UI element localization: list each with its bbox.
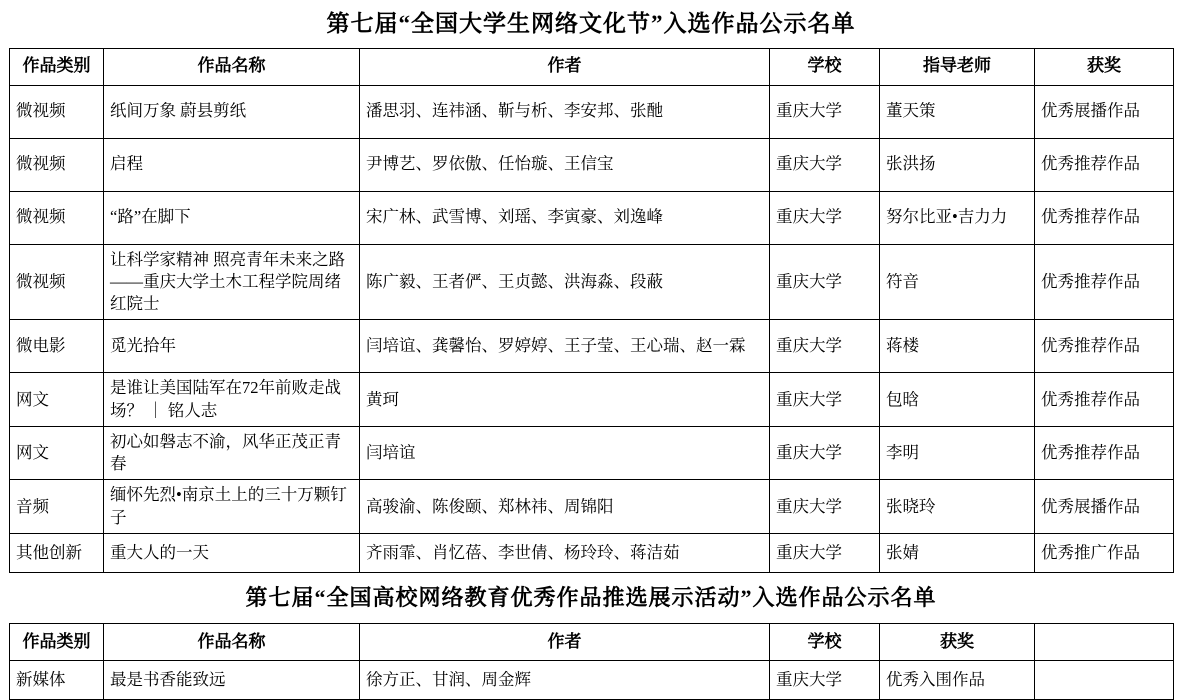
table-row: [10, 661, 1174, 700]
cell-work: 纸间万象 蔚县剪纸: [104, 85, 360, 138]
table-row: [10, 373, 1174, 427]
cell-school: 重庆大学: [770, 320, 880, 373]
col-header-category: 作品类别: [10, 624, 104, 661]
col-header-work: 作品名称: [104, 624, 360, 661]
table-row: [10, 138, 1174, 191]
cell-teacher: 蒋楼: [880, 320, 1035, 373]
section2-table: [9, 623, 1174, 700]
cell-teacher: 符音: [880, 244, 1035, 320]
col-header-category: 作品类别: [10, 48, 104, 85]
cell-award: 优秀入围作品: [880, 661, 1035, 700]
table-row: [10, 85, 1174, 138]
cell-authors: 齐雨霏、肖忆蓓、李世倩、杨玲玲、蒋洁茹: [360, 533, 770, 572]
cell-category: 网文: [10, 426, 104, 480]
cell-award: 优秀推荐作品: [1035, 244, 1174, 320]
table-row: [10, 191, 1174, 244]
cell-category: 微视频: [10, 85, 104, 138]
cell-teacher: 张婧: [880, 533, 1035, 572]
cell-authors: 潘思羽、连祎涵、靳与析、李安邦、张酏: [360, 85, 770, 138]
cell-authors: 黄珂: [360, 373, 770, 427]
table-header-row: [10, 48, 1174, 85]
section1-title: 第七届“全国大学生网络文化节”入选作品公示名单: [326, 11, 856, 36]
section1-table: [9, 48, 1174, 573]
cell-award: 优秀展播作品: [1035, 480, 1174, 534]
cell-work: 缅怀先烈•南京土上的三十万颗钉子: [104, 480, 360, 534]
cell-authors: 闫培谊、龚馨怡、罗婷婷、王子莹、王心瑞、赵一霖: [360, 320, 770, 373]
cell-school: 重庆大学: [770, 138, 880, 191]
table-row: [10, 426, 1174, 480]
cell-teacher: 努尔比亚•吉力力: [880, 191, 1035, 244]
col-header-empty: [1035, 624, 1174, 661]
cell-award: 优秀推荐作品: [1035, 138, 1174, 191]
cell-teacher: 李明: [880, 426, 1035, 480]
col-header-authors: 作者: [360, 624, 770, 661]
cell-school: 重庆大学: [770, 661, 880, 700]
cell-award: 优秀推广作品: [1035, 533, 1174, 572]
table-row: [10, 533, 1174, 572]
col-header-award: 获奖: [880, 624, 1035, 661]
cell-work: 让科学家精神 照亮青年未来之路——重庆大学土木工程学院周绪红院士: [104, 244, 360, 320]
table-header-row: [10, 624, 1174, 661]
cell-category: 音频: [10, 480, 104, 534]
cell-category: 其他创新: [10, 533, 104, 572]
cell-category: 新媒体: [10, 661, 104, 700]
cell-award: 优秀推荐作品: [1035, 320, 1174, 373]
cell-school: 重庆大学: [770, 533, 880, 572]
cell-category: 微视频: [10, 138, 104, 191]
cell-school: 重庆大学: [770, 85, 880, 138]
cell-school: 重庆大学: [770, 373, 880, 427]
cell-authors: 徐方正、甘润、周金辉: [360, 661, 770, 700]
cell-award: 优秀推荐作品: [1035, 191, 1174, 244]
cell-authors: 闫培谊: [360, 426, 770, 480]
cell-authors: 陈广毅、王者俨、王贞懿、洪海淼、段蔽: [360, 244, 770, 320]
cell-category: 微电影: [10, 320, 104, 373]
cell-work: 重大人的一天: [104, 533, 360, 572]
section2-title: 第七届“全国高校网络教育优秀作品推选展示活动”入选作品公示名单: [245, 584, 937, 610]
col-header-authors: 作者: [360, 48, 770, 85]
table-row: [10, 320, 1174, 373]
cell-school: 重庆大学: [770, 244, 880, 320]
cell-category: 微视频: [10, 191, 104, 244]
cell-award: 优秀推荐作品: [1035, 373, 1174, 427]
cell-empty: [1035, 661, 1174, 700]
cell-school: 重庆大学: [770, 191, 880, 244]
cell-school: 重庆大学: [770, 480, 880, 534]
cell-work: “路”在脚下: [104, 191, 360, 244]
cell-work: 觅光拾年: [104, 320, 360, 373]
cell-work: 启程: [104, 138, 360, 191]
cell-work: 初心如磐志不渝，风华正茂正青春: [104, 426, 360, 480]
cell-authors: 尹博艺、罗依傲、任怡璇、王信宝: [360, 138, 770, 191]
cell-authors: 宋广林、武雪博、刘瑶、李寅豪、刘逸峰: [360, 191, 770, 244]
cell-category: 微视频: [10, 244, 104, 320]
cell-work: 是谁让美国陆军在72年前败走战场？ ｜ 铭人志: [104, 373, 360, 427]
cell-category: 网文: [10, 373, 104, 427]
col-header-teacher: 指导老师: [880, 48, 1035, 85]
cell-work: 最是书香能致远: [104, 661, 360, 700]
cell-teacher: 张晓玲: [880, 480, 1035, 534]
cell-award: 优秀推荐作品: [1035, 426, 1174, 480]
cell-teacher: 董天策: [880, 85, 1035, 138]
col-header-work: 作品名称: [104, 48, 360, 85]
cell-teacher: 包晗: [880, 373, 1035, 427]
table-row: [10, 480, 1174, 534]
cell-authors: 高骏渝、陈俊颐、郑林祎、周锦阳: [360, 480, 770, 534]
col-header-school: 学校: [770, 48, 880, 85]
col-header-school: 学校: [770, 624, 880, 661]
table-row: [10, 244, 1174, 320]
cell-award: 优秀展播作品: [1035, 85, 1174, 138]
cell-school: 重庆大学: [770, 426, 880, 480]
cell-teacher: 张洪扬: [880, 138, 1035, 191]
col-header-award: 获奖: [1035, 48, 1174, 85]
